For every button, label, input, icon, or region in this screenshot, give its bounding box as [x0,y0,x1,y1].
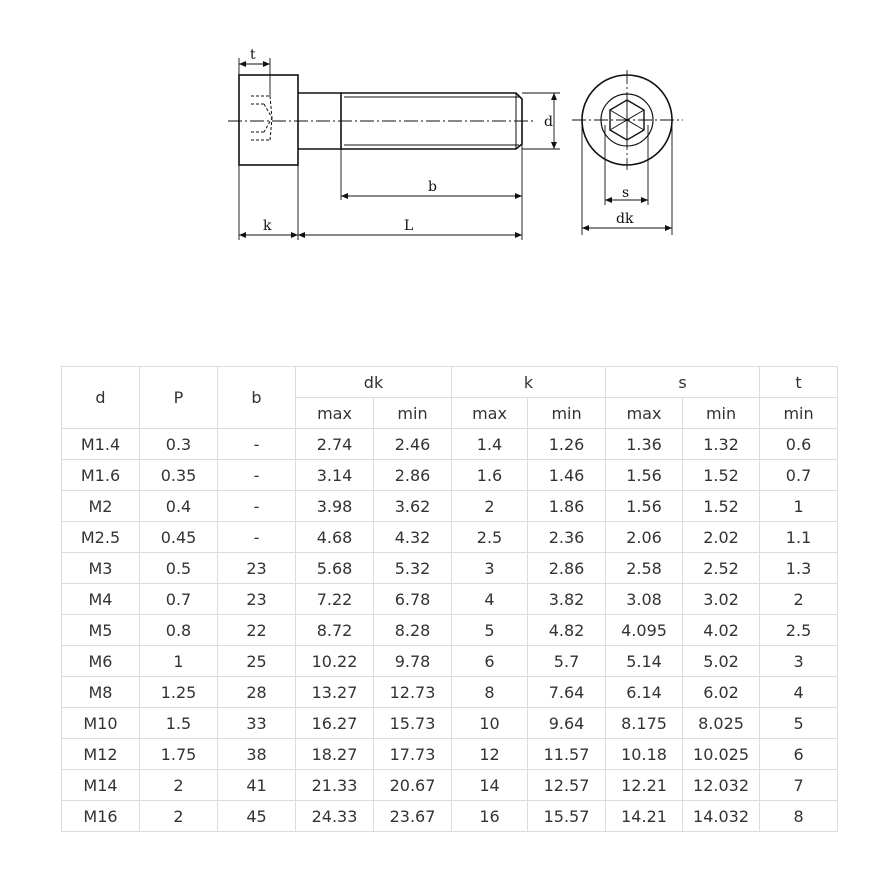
label-L: L [404,218,414,234]
cell-k-max: 1.4 [452,429,528,460]
cell-s-min: 4.02 [683,615,760,646]
cell-d: M2 [62,491,140,522]
header-row-1 [62,367,838,398]
table-row [62,770,838,801]
table-row [62,708,838,739]
label-k: k [263,218,272,234]
cell-k-max: 14 [452,770,528,801]
cell-s-min: 1.52 [683,460,760,491]
cell-dk-max: 10.22 [296,646,374,677]
header-t: t [760,367,838,398]
cell-t-min: 7 [760,770,838,801]
cell-s-min: 8.025 [683,708,760,739]
cell-k-min: 2.36 [528,522,606,553]
cell-b: 22 [218,615,296,646]
table-row [62,460,838,491]
cell-p: 0.35 [140,460,218,491]
cell-dk-max: 8.72 [296,615,374,646]
cell-b: - [218,522,296,553]
screw-head [239,75,298,165]
cell-k-max: 10 [452,708,528,739]
cell-p: 0.7 [140,584,218,615]
socket-hidden-lines [251,96,272,140]
cell-s-max: 12.21 [606,770,683,801]
label-d: d [544,114,553,130]
cell-k-max: 5 [452,615,528,646]
cell-t-min: 1 [760,491,838,522]
cell-s-max: 1.56 [606,460,683,491]
cell-d: M6 [62,646,140,677]
header-dk: dk [296,367,452,398]
cell-d: M2.5 [62,522,140,553]
screw-side-view [239,75,522,165]
cell-dk-min: 3.62 [374,491,452,522]
cell-dk-min: 2.46 [374,429,452,460]
cell-s-max: 2.58 [606,553,683,584]
cell-dk-max: 4.68 [296,522,374,553]
cell-dk-max: 24.33 [296,801,374,832]
cell-d: M1.4 [62,429,140,460]
cell-k-max: 6 [452,646,528,677]
cell-k-min: 12.57 [528,770,606,801]
cell-p: 1.75 [140,739,218,770]
table-row [62,584,838,615]
label-dk: dk [616,211,634,227]
cell-s-max: 2.06 [606,522,683,553]
cell-k-min: 3.82 [528,584,606,615]
cell-s-max: 1.56 [606,491,683,522]
cell-k-min: 1.46 [528,460,606,491]
cell-s-min: 2.52 [683,553,760,584]
label-s: s [622,185,630,201]
cell-s-min: 5.02 [683,646,760,677]
cell-t-min: 0.7 [760,460,838,491]
cell-p: 2 [140,801,218,832]
cell-p: 1.25 [140,677,218,708]
cell-b: 25 [218,646,296,677]
header-s: s [606,367,760,398]
dimension-t [239,58,270,96]
cell-s-min: 12.032 [683,770,760,801]
label-t: t [250,47,256,63]
cell-t-min: 2.5 [760,615,838,646]
cell-b: - [218,460,296,491]
header-b: b [218,367,296,429]
cell-b: 28 [218,677,296,708]
label-b: b [428,179,437,195]
cell-dk-max: 13.27 [296,677,374,708]
cell-t-min: 8 [760,801,838,832]
cell-k-max: 4 [452,584,528,615]
header-dk-max: max [296,398,374,429]
cell-d: M12 [62,739,140,770]
header-s-max: max [606,398,683,429]
cell-s-min: 10.025 [683,739,760,770]
cell-d: M5 [62,615,140,646]
cell-t-min: 3 [760,646,838,677]
table-row [62,646,838,677]
cell-s-max: 6.14 [606,677,683,708]
cell-t-min: 4 [760,677,838,708]
cell-k-max: 3 [452,553,528,584]
header-k-min: min [528,398,606,429]
cell-b: - [218,491,296,522]
cell-p: 2 [140,770,218,801]
cell-s-max: 14.21 [606,801,683,832]
cell-t-min: 1.1 [760,522,838,553]
spec-table-body [62,429,838,832]
cell-k-min: 11.57 [528,739,606,770]
cell-dk-max: 21.33 [296,770,374,801]
cell-k-min: 9.64 [528,708,606,739]
cell-p: 0.8 [140,615,218,646]
cell-t-min: 1.3 [760,553,838,584]
table-row [62,491,838,522]
cell-dk-min: 20.67 [374,770,452,801]
cell-dk-min: 9.78 [374,646,452,677]
cell-dk-max: 18.27 [296,739,374,770]
cell-p: 1 [140,646,218,677]
header-k-max: max [452,398,528,429]
cell-s-max: 10.18 [606,739,683,770]
cell-b: 38 [218,739,296,770]
table-row [62,522,838,553]
cell-s-max: 8.175 [606,708,683,739]
cell-dk-min: 12.73 [374,677,452,708]
cell-k-min: 1.26 [528,429,606,460]
cell-k-max: 8 [452,677,528,708]
cell-k-max: 2 [452,491,528,522]
cell-k-max: 1.6 [452,460,528,491]
header-p: P [140,367,218,429]
cell-s-min: 2.02 [683,522,760,553]
cell-dk-max: 7.22 [296,584,374,615]
header-s-min: min [683,398,760,429]
cell-dk-min: 5.32 [374,553,452,584]
cell-k-min: 7.64 [528,677,606,708]
cell-dk-min: 6.78 [374,584,452,615]
cell-k-max: 12 [452,739,528,770]
header-d: d [62,367,140,429]
table-row [62,739,838,770]
cell-s-min: 1.52 [683,491,760,522]
cell-b: 23 [218,553,296,584]
cell-b: 23 [218,584,296,615]
cell-d: M14 [62,770,140,801]
table-row [62,801,838,832]
header-dk-min: min [374,398,452,429]
cell-b: 41 [218,770,296,801]
cell-k-min: 5.7 [528,646,606,677]
cell-dk-max: 3.14 [296,460,374,491]
end-view-centerlines [572,70,683,170]
header-t-min: min [760,398,838,429]
cell-dk-min: 4.32 [374,522,452,553]
cell-dk-min: 2.86 [374,460,452,491]
cell-d: M10 [62,708,140,739]
cell-b: 45 [218,801,296,832]
cell-s-max: 3.08 [606,584,683,615]
cell-t-min: 6 [760,739,838,770]
cell-k-min: 4.82 [528,615,606,646]
cell-dk-min: 8.28 [374,615,452,646]
cell-dk-min: 17.73 [374,739,452,770]
cell-b: 33 [218,708,296,739]
cell-k-max: 16 [452,801,528,832]
cell-k-min: 2.86 [528,553,606,584]
cell-b: - [218,429,296,460]
cell-p: 0.5 [140,553,218,584]
table-row [62,429,838,460]
cell-d: M3 [62,553,140,584]
cell-s-min: 14.032 [683,801,760,832]
cell-dk-min: 23.67 [374,801,452,832]
table-row [62,553,838,584]
cell-k-min: 1.86 [528,491,606,522]
cell-dk-min: 15.73 [374,708,452,739]
table-row [62,615,838,646]
table-row [62,677,838,708]
cell-dk-max: 3.98 [296,491,374,522]
cell-k-min: 15.57 [528,801,606,832]
cell-s-max: 1.36 [606,429,683,460]
cell-d: M16 [62,801,140,832]
header-k: k [452,367,606,398]
cell-t-min: 0.6 [760,429,838,460]
screw-technical-drawing [0,0,893,300]
cell-t-min: 2 [760,584,838,615]
cell-s-min: 3.02 [683,584,760,615]
cell-d: M1.6 [62,460,140,491]
cell-p: 1.5 [140,708,218,739]
screw-spec-table [61,366,838,832]
cell-dk-max: 5.68 [296,553,374,584]
cell-d: M8 [62,677,140,708]
cell-d: M4 [62,584,140,615]
cell-dk-max: 2.74 [296,429,374,460]
cell-t-min: 5 [760,708,838,739]
cell-dk-max: 16.27 [296,708,374,739]
cell-s-min: 1.32 [683,429,760,460]
cell-k-max: 2.5 [452,522,528,553]
cell-s-max: 5.14 [606,646,683,677]
cell-p: 0.3 [140,429,218,460]
cell-s-max: 4.095 [606,615,683,646]
cell-s-min: 6.02 [683,677,760,708]
cell-p: 0.45 [140,522,218,553]
cell-p: 0.4 [140,491,218,522]
